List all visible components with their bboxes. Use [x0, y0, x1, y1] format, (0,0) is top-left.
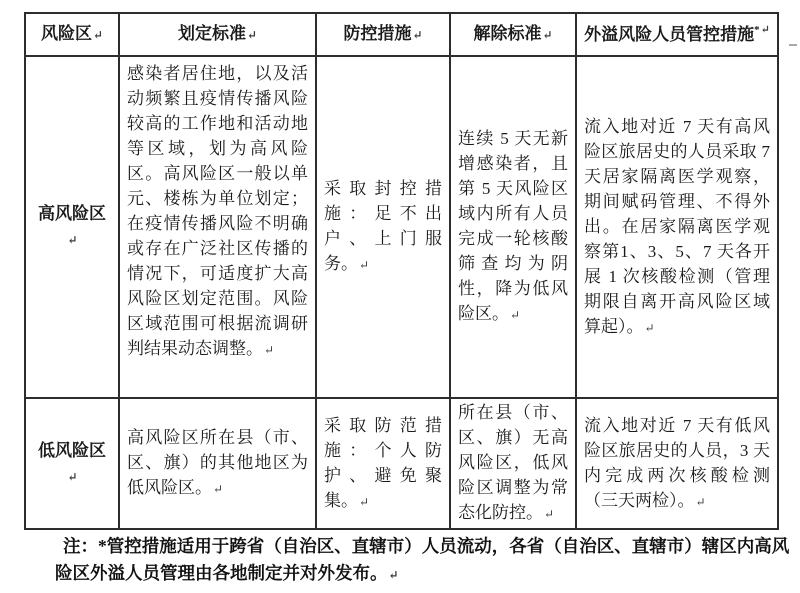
- stray-mark: [789, 44, 797, 46]
- cell-low-risk-release: [450, 398, 576, 529]
- paragraph-mark: ↵: [359, 494, 370, 509]
- paragraph-mark: ↵: [246, 28, 258, 42]
- cell-low-risk-name: [25, 398, 119, 529]
- cell-high-risk-release: [450, 56, 576, 398]
- paragraph-mark: ↵: [264, 343, 275, 357]
- table-header-row: [25, 13, 778, 56]
- cell-high-risk-spillover: [576, 56, 778, 398]
- footnote-line-1: 注：*管控措施适用于跨省（自治区、直辖市）人员流动，各省（自治区、直辖市）辖区内高风: [63, 536, 790, 556]
- high-risk-designation-text: 感染者居住地，以及活动频繁且疫情传播风险较高的工作地和活动地等区域，划为高风险区。高风险区一般以单元、楼栋为单位划定；在疫情传播风险不明确或存在广泛社区传播的情况下，可适度扩大高风险区划定范围。风险区域范围可根据流调研判结果动态调整。: [127, 64, 308, 358]
- paragraph-mark: ↵: [213, 482, 224, 496]
- header-control-label: 防控措施: [343, 24, 412, 43]
- cell-low-risk-designation: [119, 398, 316, 529]
- cell-high-risk-designation: [119, 56, 316, 398]
- paragraph-mark: ↵: [542, 28, 553, 42]
- header-spillover-label: 外溢风险人员管控措施: [584, 25, 755, 44]
- high-risk-spillover-text: 流入地对近 7 天有高风险区旅居史的人员采取 7 天居家隔离医学观察，期间赋码管理、不得外出。在居家隔离医学观察第1、3、5、7 天各开展 1 次核酸检测（管理期限自离开高风险区域算起）。: [584, 116, 770, 336]
- paragraph-mark: ↵: [544, 507, 555, 521]
- cell-low-risk-spillover: [576, 398, 778, 529]
- high-risk-release-text: 连续 5 天无新增感染者，且第 5 天风险区域内所有人员完成一轮核酸筛查均为阴性，降为低风险区。: [458, 129, 568, 323]
- high-risk-control-text: 采取封控措施：足不出户、上门服务。: [324, 179, 442, 273]
- header-release-criteria: [450, 13, 576, 56]
- header-designation-label: 划定标准: [177, 24, 246, 43]
- cell-high-risk-name: [25, 56, 119, 398]
- paragraph-mark: ↵: [510, 308, 521, 322]
- high-risk-label: 高风险区: [38, 204, 106, 223]
- low-risk-spillover-text: 流入地对近 7 天有低风险区旅居史的人员，3 天内完成两次核酸检测（三天两检）。: [584, 415, 770, 510]
- header-release-label: 解除标准: [473, 24, 542, 43]
- paragraph-mark: ↵: [760, 24, 770, 37]
- paragraph-mark: ↵: [359, 258, 370, 272]
- risk-area-table: [24, 12, 779, 530]
- header-control-measures: [316, 13, 450, 56]
- low-risk-designation-text: 高风险区所在县（市、区、旗）的其他地区为低风险区。: [127, 428, 308, 497]
- footnote: [0, 533, 800, 589]
- paragraph-mark: ↵: [695, 494, 706, 509]
- cell-low-risk-control: [316, 398, 450, 529]
- paragraph-mark: ↵: [388, 568, 399, 582]
- low-risk-label: 低风险区: [38, 440, 106, 460]
- footnote-asterisk: *↵: [754, 24, 770, 37]
- paragraph-mark: ↵: [92, 28, 104, 42]
- paragraph-mark: ↵: [644, 320, 655, 335]
- header-risk-area: [25, 13, 119, 56]
- header-spillover-measures: [576, 13, 778, 56]
- header-risk-area-label: 风险区: [40, 24, 92, 43]
- paragraph-mark: ↵: [67, 233, 78, 247]
- low-risk-control-text: 采取防范措施：个人防护、避免聚集。: [324, 415, 442, 510]
- table-row-high-risk: [25, 56, 778, 398]
- header-designation-criteria: [119, 13, 316, 56]
- table-row-low-risk: [25, 398, 778, 529]
- cell-high-risk-control: [316, 56, 450, 398]
- footnote-line-2: 险区外溢人员管理由各地制定并对外发布。↵: [55, 563, 399, 583]
- low-risk-release-text: 所在县（市、区、旗）无高风险区，低风险区调整为常态化防控。: [458, 403, 568, 522]
- paragraph-mark: ↵: [412, 28, 423, 42]
- paragraph-mark: ↵: [67, 469, 78, 484]
